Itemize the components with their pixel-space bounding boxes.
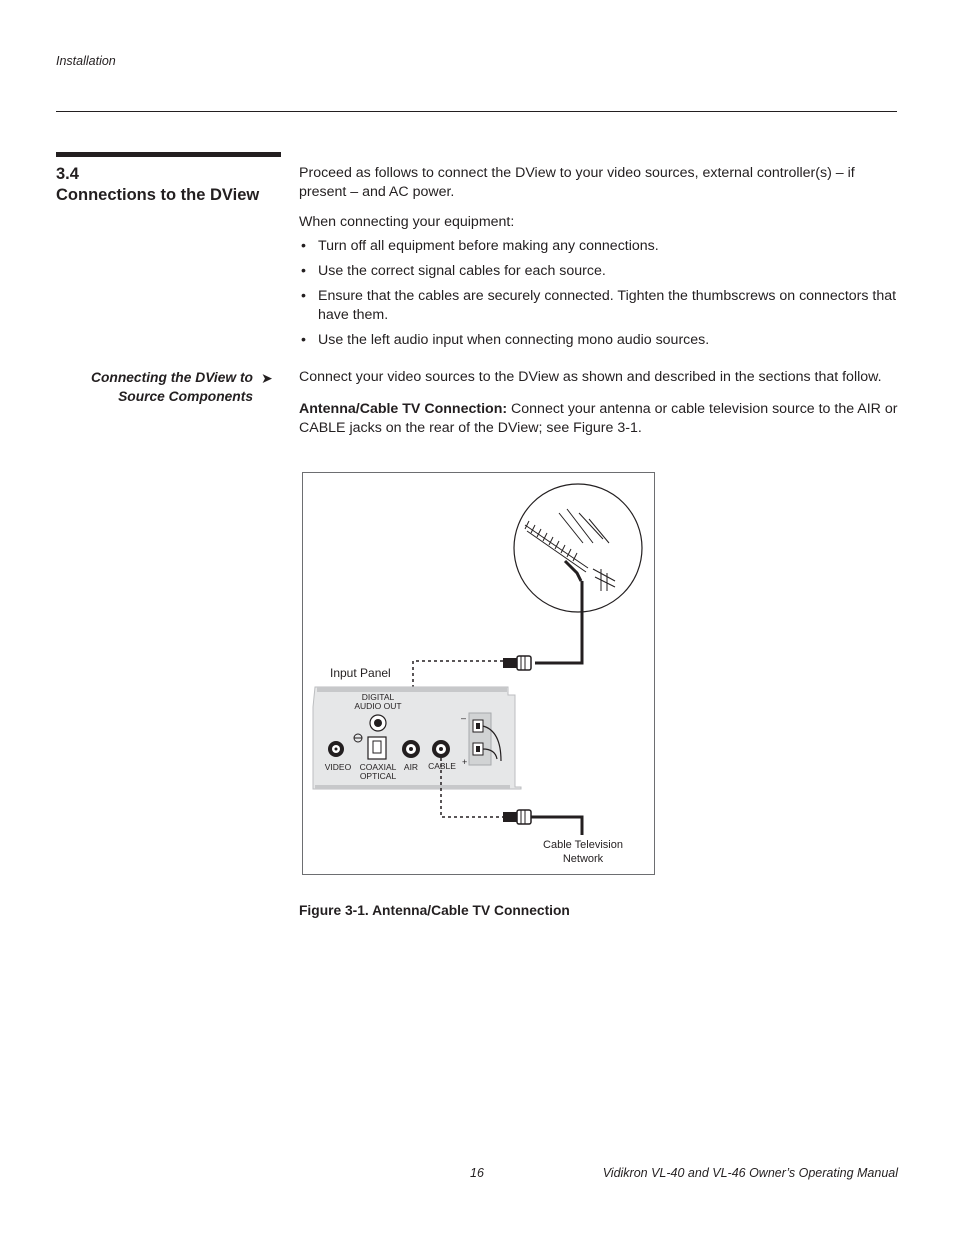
- input-panel-label: Input Panel: [330, 666, 391, 680]
- digital-coax-jack-icon: [370, 715, 386, 731]
- bullet-marker: •: [301, 263, 306, 279]
- air-jack-icon: [402, 740, 420, 758]
- video-label: VIDEO: [324, 762, 352, 772]
- arrow-icon: ➤: [261, 370, 273, 386]
- page-number: 16: [470, 1166, 484, 1180]
- connection-diagram: [303, 473, 656, 876]
- network-cable: [531, 817, 582, 835]
- air-label: AIR: [403, 762, 419, 772]
- plus-label: +: [462, 757, 468, 767]
- list-item: • Ensure that the cables are securely connected. Tighten the thumbscrews on connectors that have them.: [301, 288, 897, 323]
- cable-tv-label-line2: Network: [562, 853, 604, 865]
- list-item: • Use the correct signal cables for each source.: [301, 263, 606, 279]
- bullet-marker: •: [301, 238, 306, 254]
- minus-label: –: [461, 713, 467, 723]
- antenna-run-in-label: Antenna/Cable TV Connection:: [299, 401, 508, 417]
- header-rule: [56, 111, 897, 112]
- figure-caption: Figure 3-1. Antenna/Cable TV Connection: [299, 903, 570, 918]
- antenna-icon: [514, 484, 642, 612]
- audio-out-label: AUDIO OUT: [354, 701, 402, 711]
- bullet-marker: •: [301, 288, 306, 304]
- cable-tv-label-line1: Cable Television: [543, 839, 623, 851]
- input-panel: [313, 687, 521, 789]
- figure-frame: [302, 472, 655, 875]
- video-jack-icon: [328, 741, 344, 757]
- cable-connector-icon: [503, 810, 531, 824]
- list-item: • Turn off all equipment before making any connections.: [301, 238, 659, 254]
- cable-label: CABLE: [428, 761, 456, 771]
- section-number: 3.4: [56, 165, 79, 183]
- cable-jack-icon: [432, 740, 450, 758]
- precaution-list: [299, 237, 899, 356]
- list-item: • Use the left audio input when connecting mono audio sources.: [301, 331, 710, 348]
- digital-label: DIGITAL: [361, 692, 395, 702]
- subsection-paragraph: Connect your video sources to the DView as shown and described in the sections that follow.: [299, 369, 882, 385]
- bullet-marker: •: [301, 331, 306, 348]
- optical-label: OPTICAL: [359, 771, 397, 781]
- antenna-connector-icon: [503, 656, 531, 670]
- coaxial-label: COAXIAL: [359, 762, 397, 772]
- section-bar: [56, 152, 281, 157]
- running-header: Installation: [56, 54, 116, 68]
- subsection-heading: Connecting the DView to Source Components: [91, 370, 253, 404]
- manual-title: Vidikron VL-40 and VL-46 Owner’s Operating Manual: [602, 1166, 898, 1180]
- intro-lead: When connecting your equipment:: [299, 214, 515, 230]
- optical-jack-icon: [368, 737, 386, 759]
- antenna-paragraph: Antenna/Cable TV Connection: Connect your antenna or cable television source to the AIR or CABLE jacks on the rear of the DView; see Figure 3-1.: [299, 401, 898, 436]
- section-title: Connections to the DView: [56, 186, 260, 204]
- intro-paragraph: Proceed as follows to connect the DView to your video sources, external controller(s) – if present – and AC power.: [299, 165, 855, 200]
